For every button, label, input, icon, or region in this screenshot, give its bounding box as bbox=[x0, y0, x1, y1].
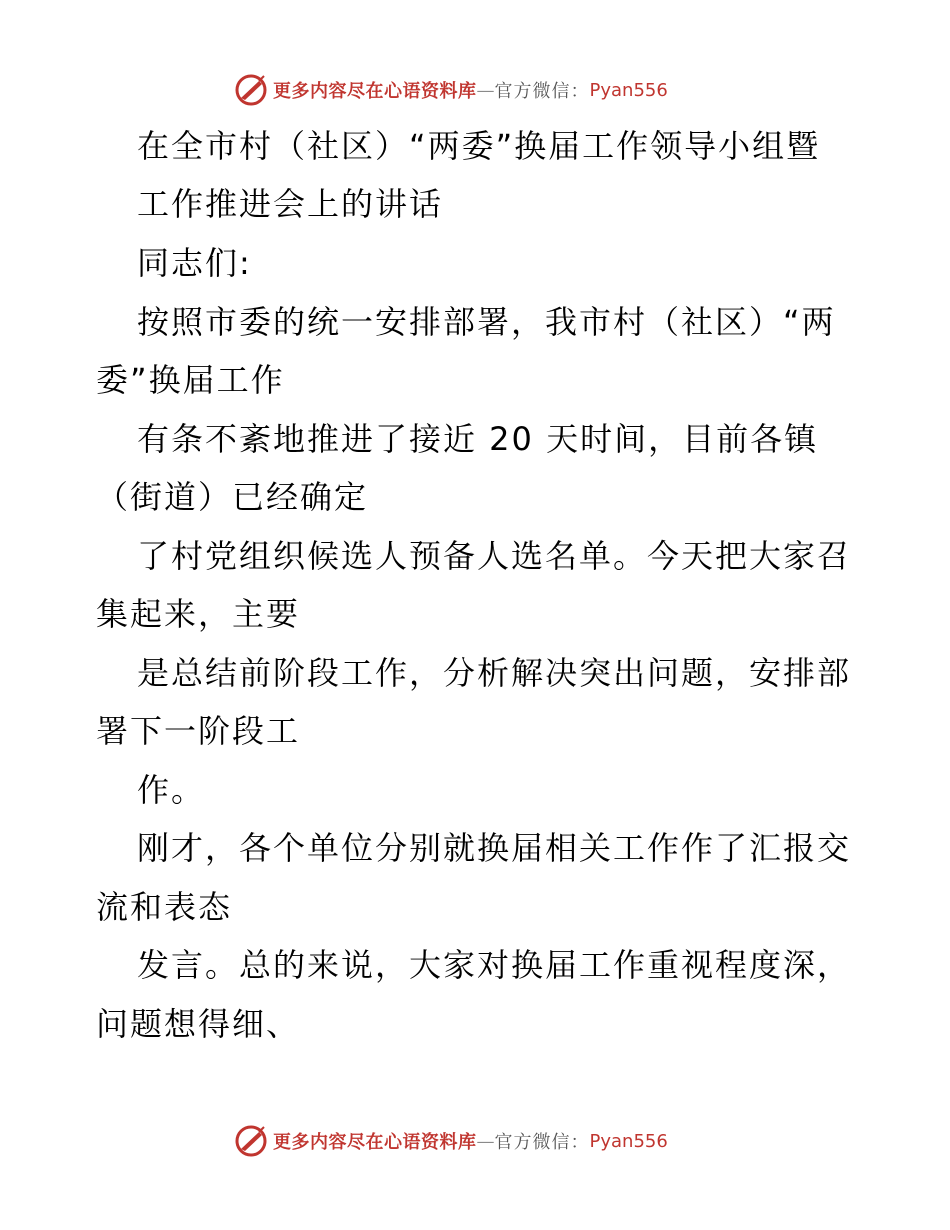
salutation: 同志们: bbox=[137, 244, 252, 282]
watermark-dash: — bbox=[476, 1130, 495, 1152]
title-line-1: 在全市村（社区）“两委”换届工作领导小组暨 bbox=[137, 127, 821, 165]
paragraph-line: 是总结前阶段工作，分析解决突出问题，安排部 bbox=[137, 654, 852, 692]
quill-logo-icon bbox=[233, 72, 269, 108]
watermark-wechat-id: Pyan556 bbox=[589, 79, 668, 101]
paragraph-line: 作。 bbox=[137, 771, 206, 809]
watermark-dash: — bbox=[476, 79, 495, 101]
watermark-text: 更多内容尽在心语资料库 bbox=[273, 1132, 477, 1153]
watermark-wechat-id: Pyan556 bbox=[589, 1130, 668, 1152]
footer-watermark bbox=[233, 1122, 668, 1160]
paragraph-line: 流和表态 bbox=[96, 888, 233, 926]
paragraph-line: （街道）已经确定 bbox=[96, 478, 369, 516]
paragraph-line: 委”换届工作 bbox=[96, 361, 285, 399]
paragraph-line: 问题想得细、 bbox=[96, 1005, 301, 1043]
quill-logo-icon bbox=[233, 1123, 269, 1159]
paragraph-line: 了村党组织候选人预备人选名单。今天把大家召 bbox=[137, 537, 852, 575]
header-watermark bbox=[233, 71, 668, 109]
watermark-wechat-label: 官方微信： bbox=[494, 1132, 590, 1153]
watermark-text: 更多内容尽在心语资料库 bbox=[273, 81, 477, 102]
title-line-2: 工作推进会上的讲话 bbox=[137, 185, 444, 223]
watermark-wechat-label: 官方微信： bbox=[494, 81, 590, 102]
paragraph-line: 有条不紊地推进了接近 20 天时间，目前各镇 bbox=[137, 420, 819, 458]
paragraph-line: 按照市委的统一安排部署，我市村（社区）“两 bbox=[137, 303, 836, 341]
paragraph-line: 刚才，各个单位分别就换届相关工作作了汇报交 bbox=[137, 829, 852, 867]
paragraph-line: 署下一阶段工 bbox=[96, 712, 301, 750]
paragraph-line: 集起来，主要 bbox=[96, 595, 301, 633]
paragraph-line: 发言。总的来说，大家对换届工作重视程度深， bbox=[137, 946, 852, 984]
